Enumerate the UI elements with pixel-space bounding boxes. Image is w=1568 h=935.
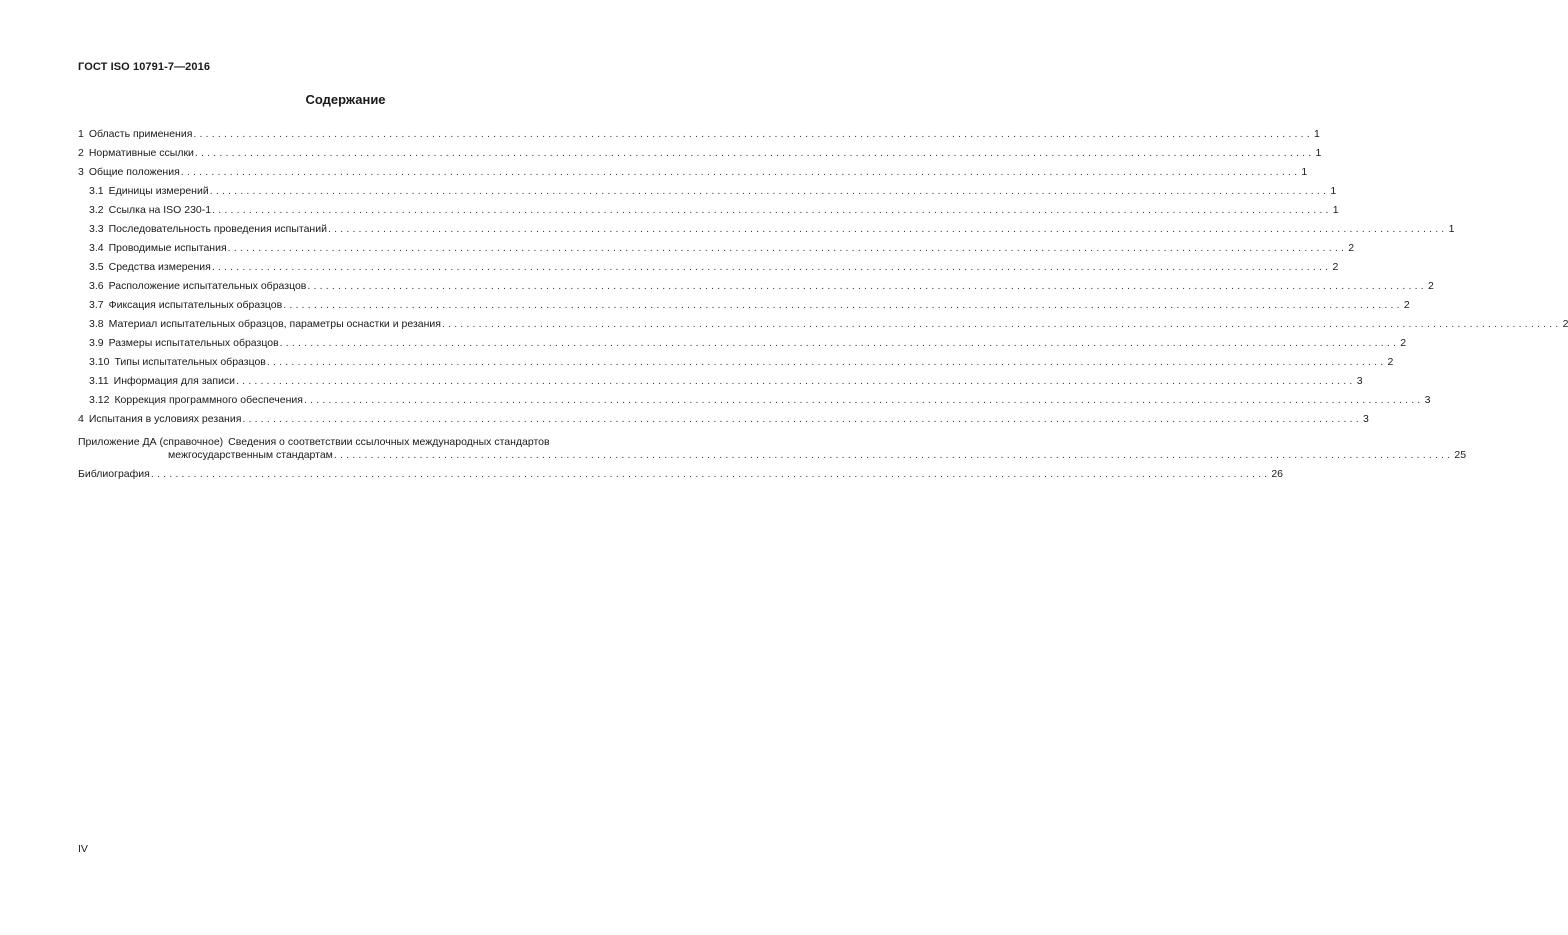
toc-entry-number: 3.3 [89,223,104,235]
toc-entry-page-number: 3 [1363,413,1369,425]
page-number-footer: IV [78,843,88,855]
toc-entry-number: 3.9 [89,337,104,349]
toc-entry-page-number: 2 [1403,299,1410,311]
appendix-title-line-1: Сведения о соответствии ссылочных международных стандартов [228,436,550,448]
toc-entry-page-number: 2 [1387,356,1394,368]
toc-entry-page-number: 1 [1448,223,1455,235]
toc-entry[interactable] [78,407,1369,426]
dot-leader [442,318,1561,331]
toc-entry-title: Средства измерения [108,261,211,273]
dot-leader [212,204,1331,217]
toc-entry-title: Материал испытательных образцов, параметры оснастки и резания [108,318,441,330]
appendix-text-block [78,436,1466,462]
bibliography-page-number: 26 [1271,468,1283,480]
toc-entry[interactable] [78,369,1363,388]
toc-bibliography-entry[interactable] [78,462,1283,481]
toc-entry-page-number: 1 [1301,166,1308,178]
toc-entry-number: 3.10 [89,356,110,368]
toc-entry-number: 3.11 [89,375,109,387]
appendix-lead: Приложение ДА (справочное) [78,436,224,448]
toc-entry-page-number: 1 [1330,185,1337,197]
bibliography-title: Библиография [78,468,150,480]
toc-entry-title: Ссылка на ISO 230-1 [108,204,212,216]
dot-leader [181,166,1300,179]
dot-leader [193,128,1312,141]
toc-entry-title: Нормативные ссылки [88,147,194,159]
toc-appendix-entry[interactable] [78,426,1467,462]
toc-entry-number: 3.2 [89,204,104,216]
dot-leader [236,375,1355,388]
toc-entry-number: 3.7 [89,299,104,311]
toc-entry[interactable] [78,179,1337,198]
dot-leader [151,468,1270,481]
dot-leader [212,261,1331,274]
toc-entry-title: Информация для записи [113,375,236,387]
dot-leader [195,147,1314,160]
toc-entry-page-number: 2 [1562,318,1568,330]
toc-entry-title: Единицы измерений [108,185,209,197]
toc-entry-title: Фиксация испытательных образцов [108,299,283,311]
dot-leader [334,449,1453,462]
toc-entry[interactable] [78,350,1394,369]
toc-entry[interactable] [78,236,1355,255]
toc-entry[interactable] [78,255,1339,274]
dot-leader [304,394,1423,407]
toc-entry-page-number: 1 [1315,147,1322,159]
dot-leader [242,413,1361,426]
toc-entry-title: Размеры испытательных образцов [108,337,279,349]
dot-leader [267,356,1386,369]
toc-entry[interactable] [78,293,1410,312]
appendix-line-1 [78,436,1466,449]
toc-entry[interactable] [78,331,1407,350]
toc-entry[interactable] [78,217,1455,236]
toc-entry-title: Испытания в условиях резания [88,413,242,425]
toc-entry-title: Типы испытательных образцов [114,356,266,368]
toc-entry[interactable] [78,160,1308,179]
toc-entry[interactable] [78,312,1568,331]
toc-entry-number: 3.8 [89,318,104,330]
toc-entry-title: Коррекция программного обеспечения [114,394,303,406]
toc-entry[interactable] [78,274,1434,293]
toc-entry-title: Область применения [88,128,193,140]
toc-entry-title: Проводимые испытания [108,242,227,254]
toc-entry[interactable] [78,122,1320,141]
toc-entry-page-number: 3 [1356,375,1363,387]
toc-entry[interactable] [78,198,1339,217]
toc-entry-page-number: 3 [1424,394,1431,406]
page-title: Содержание [305,92,386,107]
toc-entry-number: 3.1 [89,185,104,197]
toc-entry-number: 4 [78,413,84,425]
toc-entries [78,122,1568,426]
toc-entry-page-number: 2 [1348,242,1355,254]
dot-leader [280,337,1399,350]
table-of-contents [78,122,1568,481]
toc-entry-number: 3.4 [89,242,104,254]
appendix-title-line-2: межгосударственным стандартам [168,449,333,461]
toc-entry-number: 3.6 [89,280,104,292]
toc-entry-title: Последовательность проведения испытаний [108,223,327,235]
toc-entry-number: 3 [78,166,84,178]
appendix-page-number: 25 [1454,449,1467,461]
toc-entry-title: Общие положения [88,166,180,178]
dot-leader [307,280,1426,293]
toc-entry[interactable] [78,141,1322,160]
toc-entry-number: 3.12 [89,394,110,406]
dot-leader [228,242,1347,255]
dot-leader [283,299,1402,312]
toc-entry-number: 1 [78,128,84,140]
toc-entry-page-number: 2 [1332,261,1339,273]
dot-leader [210,185,1329,198]
dot-leader [328,223,1447,236]
toc-entry-page-number: 1 [1332,204,1339,216]
appendix-line-2 [78,449,1466,462]
toc-entry-page-number: 2 [1428,280,1434,292]
toc-entry-page-number: 2 [1400,337,1407,349]
toc-entry-title: Расположение испытательных образцов [108,280,307,292]
toc-entry-number: 2 [78,147,84,159]
toc-entry-number: 3.5 [89,261,104,273]
toc-entry[interactable] [78,388,1431,407]
document-code: ГОСТ ISO 10791-7—2016 [78,61,211,73]
toc-entry-page-number: 1 [1314,128,1320,140]
